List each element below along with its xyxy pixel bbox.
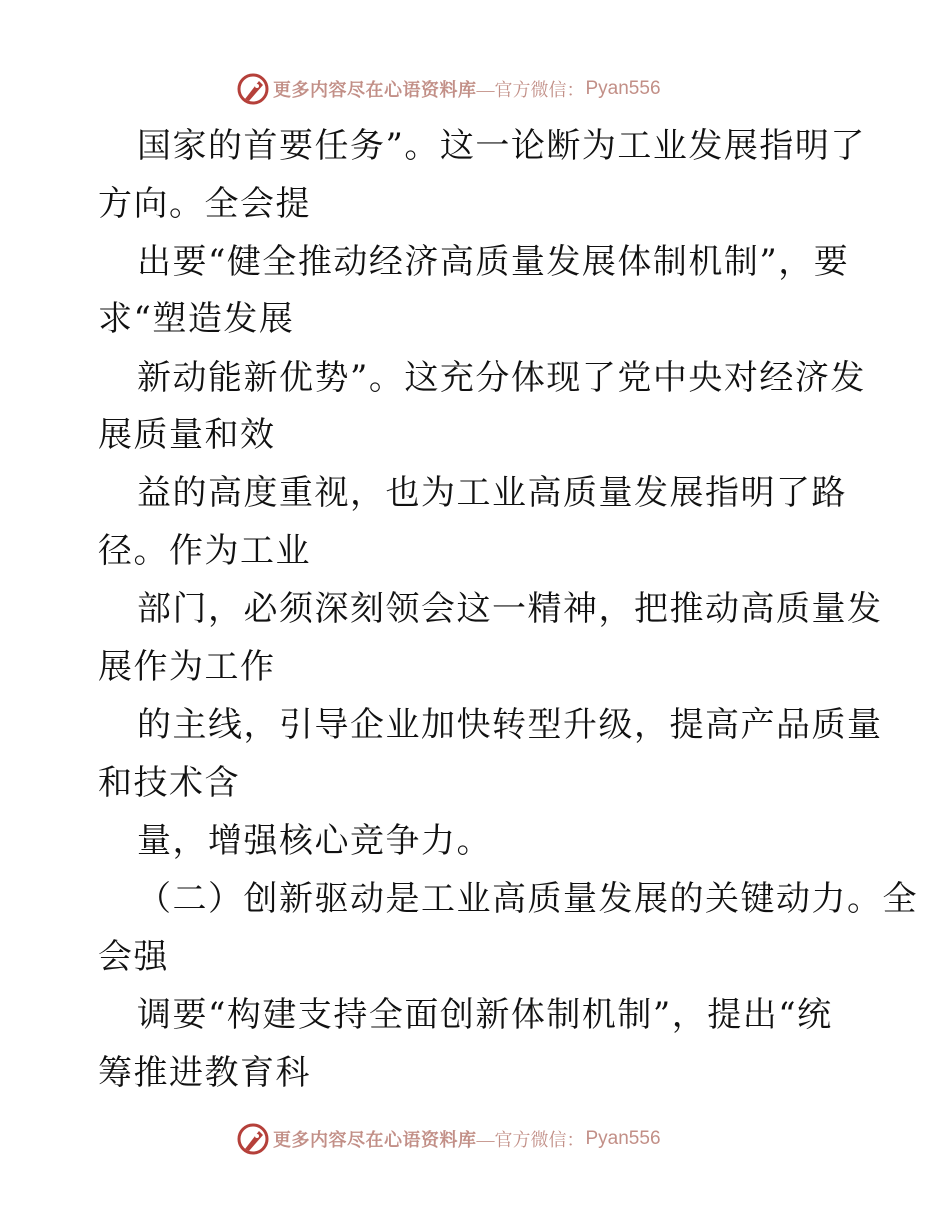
watermark-wechat-id: Pyan556: [585, 78, 661, 99]
body-line: 部门，必须深刻领会这一精神，把推动高质量发: [137, 589, 883, 629]
header-watermark: [236, 71, 756, 107]
body-line: 筹推进教育科: [98, 1053, 311, 1093]
watermark-site-text: 更多内容尽在心语资料库: [273, 1130, 477, 1150]
body-line: 会强: [98, 937, 169, 977]
body-line: 求“塑造发展: [98, 299, 295, 339]
body-line: 出要“健全推动经济高质量发展体制机制”，要: [137, 242, 850, 282]
body-line: 径。作为工业: [98, 531, 311, 571]
body-line: 方向。全会提: [98, 184, 311, 224]
body-line: 和技术含: [98, 763, 240, 803]
body-line: （二）创新驱动是工业高质量发展的关键动力。全: [137, 879, 918, 919]
watermark-site-text: 更多内容尽在心语资料库: [273, 80, 477, 100]
body-line: 的主线，引导企业加快转型升级，提高产品质量: [137, 705, 883, 745]
body-line: 量，增强核心竞争力。: [137, 821, 492, 861]
watermark-wechat-id: Pyan556: [585, 1128, 661, 1149]
body-line: 国家的首要任务”。这一论断为工业发展指明了: [137, 126, 866, 166]
watermark-wechat-label: —官方微信：: [476, 80, 585, 100]
watermark-wechat-label: —官方微信：: [476, 1130, 585, 1150]
body-line: 展作为工作: [98, 647, 276, 687]
footer-watermark: [236, 1121, 756, 1157]
body-line: 展质量和效: [98, 415, 276, 455]
pen-nib-logo-icon: [236, 1122, 270, 1156]
body-line: 新动能新优势”。这充分体现了党中央对经济发: [137, 358, 866, 398]
body-line: 调要“构建支持全面创新体制机制”，提出“统: [137, 995, 833, 1035]
body-line: 益的高度重视，也为工业高质量发展指明了路: [137, 473, 847, 513]
pen-nib-logo-icon: [236, 72, 270, 106]
